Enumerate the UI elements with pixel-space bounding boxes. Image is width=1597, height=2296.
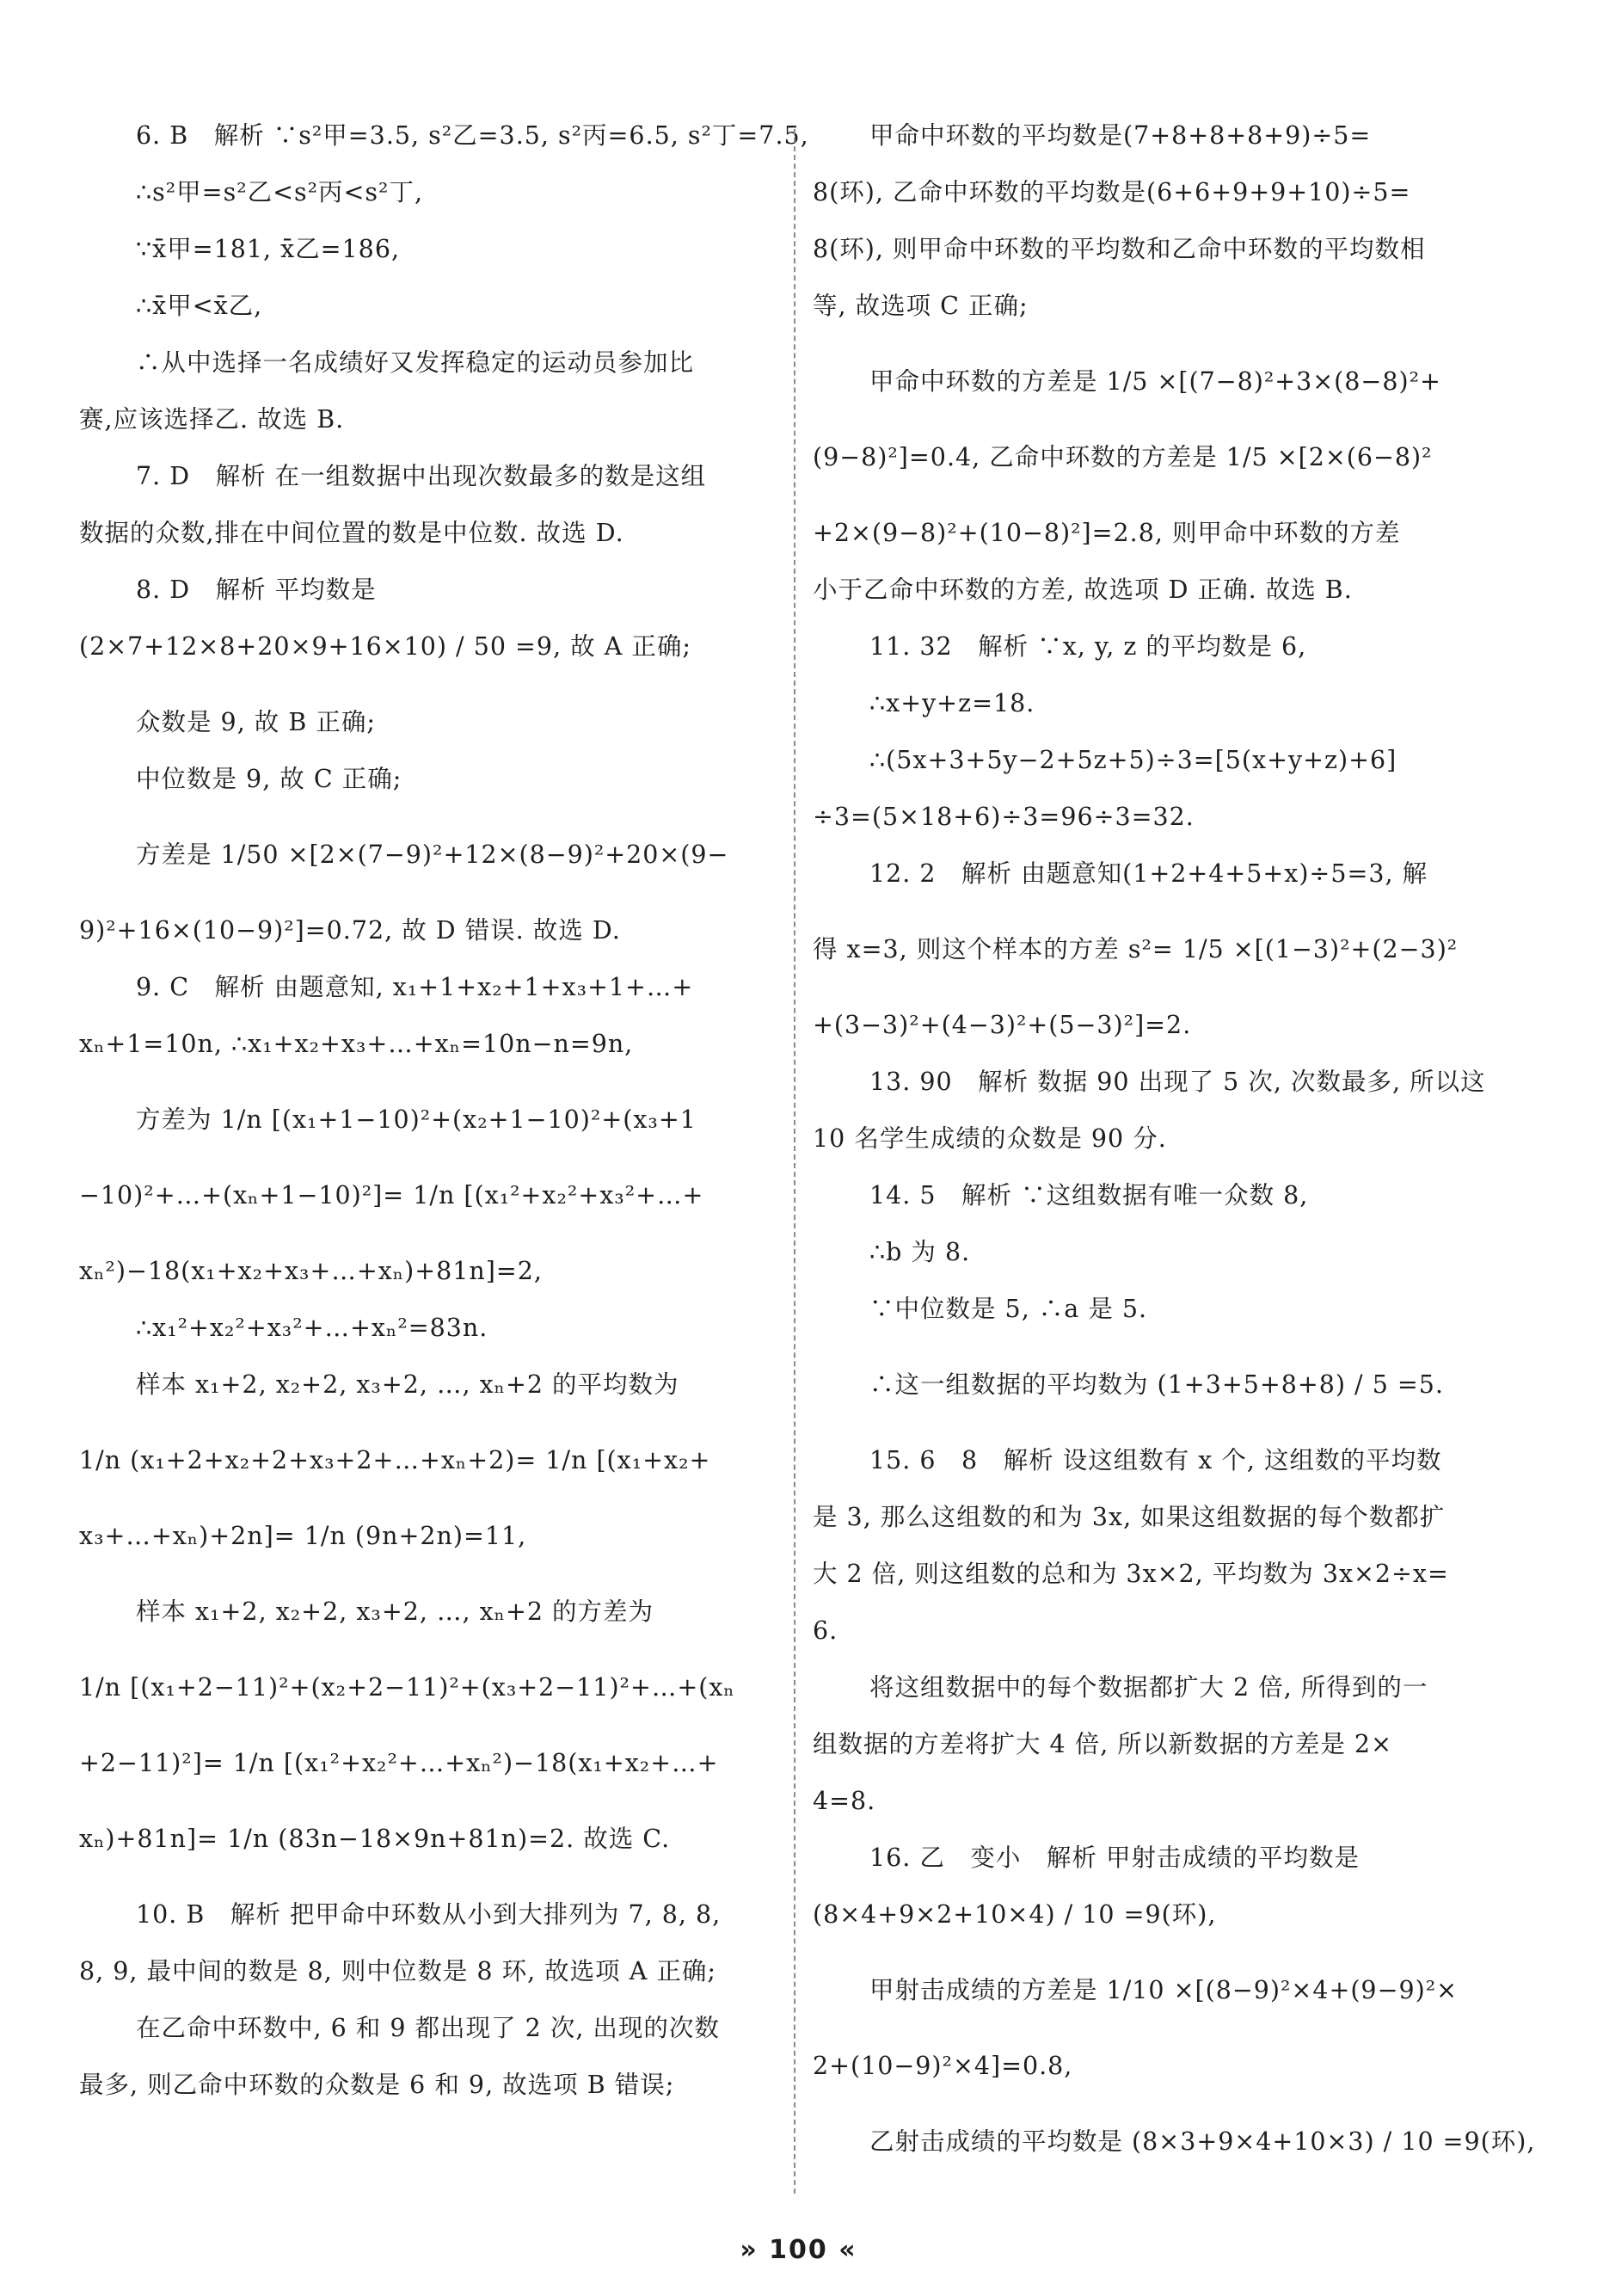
right-text-line: 甲命中环数的方差是 1/5 ×[(7−8)²+3×(8−8)²+ xyxy=(869,367,1441,396)
left-text-line: 最多, 则乙命中环数的众数是 6 和 9, 故选项 B 错误; xyxy=(79,2071,675,2099)
left-text-line: 在乙命中环数中, 6 和 9 都出现了 2 次, 出现的次数 xyxy=(136,2014,720,2042)
left-text-line: 中位数是 9, 故 C 正确; xyxy=(136,765,402,793)
column-divider xyxy=(794,129,795,2194)
left-column xyxy=(79,120,809,2101)
left-text-line: ∴x̄甲<x̄乙, xyxy=(136,292,263,320)
right-text-line: ∵中位数是 5, ∴a 是 5. xyxy=(869,1295,1148,1323)
right-text-line: 12. 2 解析 由题意知(1+2+4+5+x)÷5=3, 解 xyxy=(869,859,1428,888)
left-text-line: 1/n [(x₁+2−11)²+(x₂+2−11)²+(x₃+2−11)²+…+(xₙ xyxy=(79,1673,735,1702)
right-text-line: 11. 32 解析 ∵x, y, z 的平均数是 6, xyxy=(869,632,1307,661)
right-text-line: 14. 5 解析 ∵这组数据有唯一众数 8, xyxy=(869,1181,1309,1210)
right-text-line: 小于乙命中环数的方差, 故选项 D 正确. 故选 B. xyxy=(813,576,1353,604)
right-text-line: 等, 故选项 C 正确; xyxy=(813,292,1029,320)
left-text-line: xₙ)+81n]= 1/n (83n−18×9n+81n)=2. 故选 C. xyxy=(79,1825,671,1853)
right-text-line: 4=8. xyxy=(813,1787,876,1815)
left-text-line: x₃+…+xₙ)+2n]= 1/n (9n+2n)=11, xyxy=(79,1522,527,1550)
right-text-line: ∴x+y+z=18. xyxy=(869,689,1035,717)
right-text-line: 6. xyxy=(813,1616,838,1645)
left-text-line: −10)²+…+(xₙ+1−10)²]= 1/n [(x₁²+x₂²+x₃²+…+ xyxy=(79,1181,704,1210)
left-text-line: 方差是 1/50 ×[2×(7−9)²+12×(8−9)²+20×(9− xyxy=(136,840,729,869)
left-text-line: ∴x₁²+x₂²+x₃²+…+xₙ²=83n. xyxy=(136,1314,488,1342)
left-text-line: 赛,应该选择乙. 故选 B. xyxy=(79,405,345,434)
left-text-line: 9)²+16×(10−9)²]=0.72, 故 D 错误. 故选 D. xyxy=(79,916,621,945)
right-text-line: +2×(9−8)²+(10−8)²]=2.8, 则甲命中环数的方差 xyxy=(813,519,1401,547)
right-text-line: ∴这一组数据的平均数为 (1+3+5+8+8) / 5 =5. xyxy=(869,1370,1444,1399)
right-text-line: (8×4+9×2+10×4) / 10 =9(环), xyxy=(813,1900,1217,1929)
left-text-line: ∴从中选择一名成绩好又发挥稳定的运动员参加比 xyxy=(136,348,695,377)
left-text-line: 8. D 解析 平均数是 xyxy=(136,576,377,604)
right-text-line: 15. 6 8 解析 设这组数有 x 个, 这组数的平均数 xyxy=(869,1446,1442,1474)
left-text-line: xₙ+1=10n, ∴x₁+x₂+x₃+…+xₙ=10n−n=9n, xyxy=(79,1030,634,1058)
right-text-line: ∴b 为 8. xyxy=(869,1238,971,1266)
left-text-line: 样本 x₁+2, x₂+2, x₃+2, …, xₙ+2 的方差为 xyxy=(136,1597,654,1626)
right-text-line: 将这组数据中的每个数据都扩大 2 倍, 所得到的一 xyxy=(869,1673,1428,1702)
right-text-line: 8(环), 乙命中环数的平均数是(6+6+9+9+10)÷5= xyxy=(813,178,1411,206)
left-text-line: 样本 x₁+2, x₂+2, x₃+2, …, xₙ+2 的平均数为 xyxy=(136,1370,679,1399)
right-text-line: 大 2 倍, 则这组数的总和为 3x×2, 平均数为 3x×2÷x= xyxy=(813,1560,1449,1588)
right-text-line: 组数据的方差将扩大 4 倍, 所以新数据的方差是 2× xyxy=(813,1730,1392,1758)
left-text-line: 8, 9, 最中间的数是 8, 则中位数是 8 环, 故选项 A 正确; xyxy=(79,1957,716,1985)
left-text-line: ∴s²甲=s²乙<s²丙<s²丁, xyxy=(136,178,424,206)
left-text-line: +2−11)²]= 1/n [(x₁²+x₂²+…+xₙ²)−18(x₁+x₂+…+ xyxy=(79,1749,719,1777)
left-text-line: 方差为 1/n [(x₁+1−10)²+(x₂+1−10)²+(x₃+1 xyxy=(136,1105,697,1134)
left-text-line: (2×7+12×8+20×9+16×10) / 50 =9, 故 A 正确; xyxy=(79,632,691,661)
left-text-line: 1/n (x₁+2+x₂+2+x₃+2+…+xₙ+2)= 1/n [(x₁+x₂+ xyxy=(79,1446,711,1474)
left-text-line: ∵x̄甲=181, x̄乙=186, xyxy=(136,235,401,263)
right-text-line: 10 名学生成绩的众数是 90 分. xyxy=(813,1124,1167,1153)
page-number: » 100 « xyxy=(740,2235,857,2265)
left-text-line: 数据的众数,排在中间位置的数是中位数. 故选 D. xyxy=(79,519,624,547)
right-text-line: ÷3=(5×18+6)÷3=96÷3=32. xyxy=(813,803,1195,831)
right-column xyxy=(813,120,1536,2158)
left-text-line: 7. D 解析 在一组数据中出现次数最多的数是这组 xyxy=(136,462,707,490)
right-text-line: 8(环), 则甲命中环数的平均数和乙命中环数的平均数相 xyxy=(813,235,1426,263)
left-text-line: 众数是 9, 故 B 正确; xyxy=(136,708,376,736)
right-text-line: ∴(5x+3+5y−2+5z+5)÷3=[5(x+y+z)+6] xyxy=(869,746,1397,774)
right-text-line: 13. 90 解析 数据 90 出现了 5 次, 次数最多, 所以这 xyxy=(869,1068,1486,1096)
right-text-line: +(3−3)²+(4−3)²+(5−3)²]=2. xyxy=(813,1011,1192,1039)
right-text-line: 得 x=3, 则这个样本的方差 s²= 1/5 ×[(1−3)²+(2−3)² xyxy=(813,935,1459,963)
right-text-line: 甲命中环数的平均数是(7+8+8+8+9)÷5= xyxy=(869,121,1372,150)
right-text-line: 乙射击成绩的平均数是 (8×3+9×4+10×3) / 10 =9(环), xyxy=(869,2127,1536,2156)
left-text-line: xₙ²)−18(x₁+x₂+x₃+…+xₙ)+81n]=2, xyxy=(79,1257,543,1285)
right-text-line: 甲射击成绩的方差是 1/10 ×[(8−9)²×4+(9−9)²× xyxy=(869,1976,1459,2004)
right-text-line: 是 3, 那么这组数的和为 3x, 如果这组数据的每个数都扩 xyxy=(813,1503,1446,1531)
left-text-line: 6. B 解析 ∵s²甲=3.5, s²乙=3.5, s²丙=6.5, s²丁=7.5, xyxy=(136,121,809,150)
left-text-line: 9. C 解析 由题意知, x₁+1+x₂+1+x₃+1+…+ xyxy=(136,973,694,1001)
right-text-line: (9−8)²]=0.4, 乙命中环数的方差是 1/5 ×[2×(6−8)² xyxy=(813,443,1433,471)
left-text-line: 10. B 解析 把甲命中环数从小到大排列为 7, 8, 8, xyxy=(136,1900,722,1929)
right-text-line: 16. 乙 变小 解析 甲射击成绩的平均数是 xyxy=(869,1844,1360,1872)
right-text-line: 2+(10−9)²×4]=0.8, xyxy=(813,2052,1073,2080)
